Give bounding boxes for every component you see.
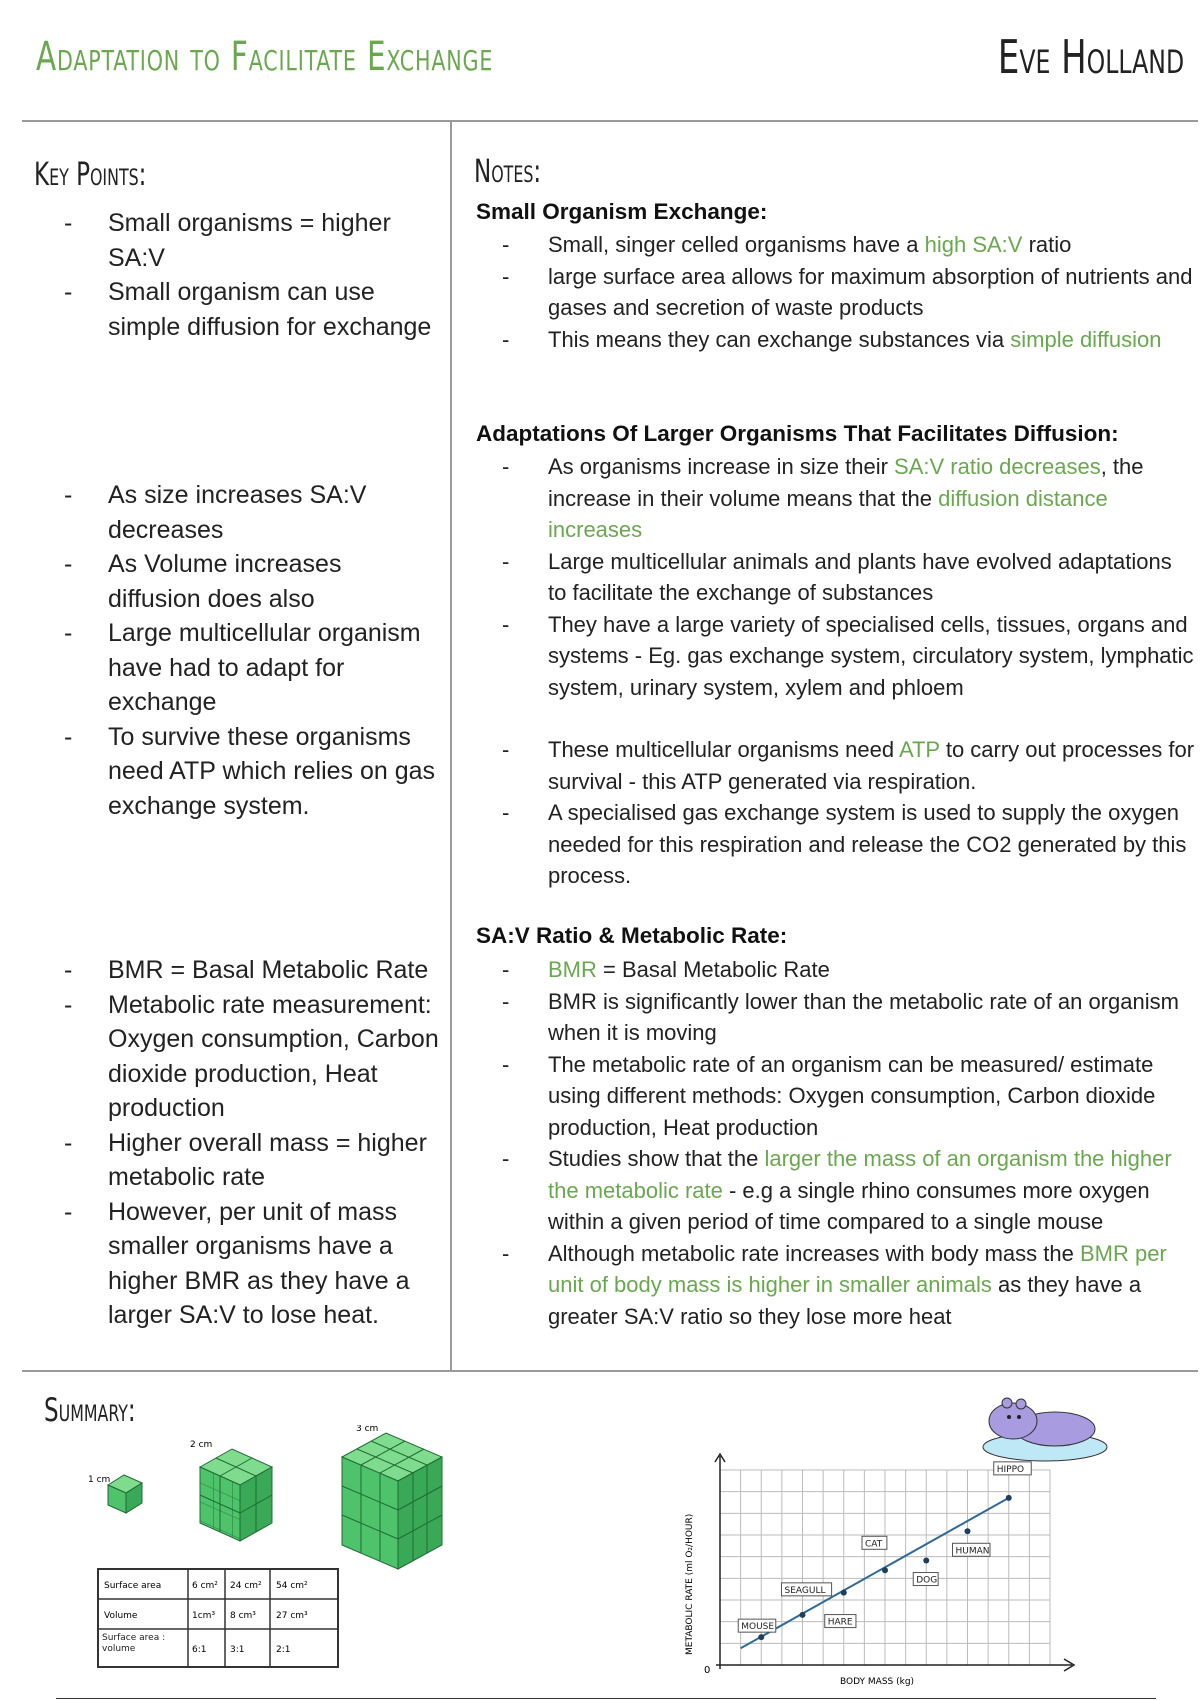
notes-list-small-organism: [496, 229, 1196, 355]
summary-label: Summary:: [44, 1391, 136, 1429]
list-item: - BMR is significantly lower than the metabolic rate of an organism when it is moving: [496, 986, 1196, 1049]
notes-list-larger-organisms-a: [496, 451, 1196, 703]
chart-point-label: DOG: [916, 1575, 938, 1586]
notes-heading-larger-organisms: Adaptations Of Larger Organisms That Facilitates Diffusion:: [476, 421, 1119, 446]
table-row-label: Volume: [104, 1611, 138, 1621]
chart-point: [923, 1558, 929, 1564]
chart-point: [758, 1634, 764, 1640]
list-item: - As organisms increase in size their SA:V ratio decreases, the increase in their volume means that the diffusion distance increases: [496, 451, 1196, 546]
list-item: - They have a large variety of specialised cells, tissues, organs and systems - Eg. gas exchange system, circulatory system, lymphatic system, urinary system, xylem and phloem: [496, 609, 1196, 704]
list-item: - Metabolic rate measurement: Oxygen consumption, Carbon dioxide production, Heat production: [60, 988, 440, 1126]
chart-origin-label: 0: [704, 1665, 711, 1676]
table-cell: 1cm³: [192, 1611, 216, 1621]
cube-1cm: [88, 1475, 142, 1513]
author-name: Eve Holland: [997, 30, 1184, 84]
notes-heading-metabolic-rate: SA:V Ratio & Metabolic Rate:: [476, 923, 788, 948]
metabolic-rate-chart: [680, 1440, 1100, 1700]
list-item: - However, per unit of mass smaller organisms have a higher BMR as they have a larger SA:V to lose heat.: [60, 1195, 440, 1333]
page-title: Adaptation to Facilitate Exchange: [36, 34, 494, 80]
table-cell: 27 cm³: [276, 1611, 308, 1621]
list-item: - To survive these organisms need ATP which relies on gas exchange system.: [60, 720, 440, 824]
key-points-group-1: [60, 206, 440, 344]
list-item: - These multicellular organisms need ATP to carry out processes for survival - this ATP generated via respiration.: [496, 734, 1196, 797]
cube-2cm-label: 2 cm: [190, 1440, 213, 1450]
list-item: - As size increases SA:V decreases: [60, 478, 440, 547]
footer-rule: [56, 1698, 1156, 1699]
key-points-group-3: [60, 953, 440, 1333]
list-item: - Large multicellular organism have had to adapt for exchange: [60, 616, 440, 720]
chart-point: [965, 1528, 971, 1534]
table-cell: 6:1: [192, 1645, 207, 1655]
list-item: - large surface area allows for maximum absorption of nutrients and gases and secretion of waste products: [496, 261, 1196, 324]
notes-list-larger-organisms-b: [496, 734, 1196, 892]
list-item: - This means they can exchange substances via simple diffusion: [496, 324, 1196, 356]
list-item: - BMR = Basal Metabolic Rate: [60, 953, 440, 988]
cube-diagram: [80, 1425, 500, 1680]
cube-1cm-label: 1 cm: [88, 1475, 111, 1485]
notes-list-metabolic-rate: [496, 954, 1196, 1332]
list-item: - Small, singer celled organisms have a high SA:V ratio: [496, 229, 1196, 261]
list-item: - Studies show that the larger the mass of an organism the higher the metabolic rate - e.g a single rhino consumes more oxygen within a given period of time compared to a single mouse: [496, 1143, 1196, 1238]
table-cell: 24 cm²: [230, 1581, 262, 1591]
table-cell: 6 cm²: [192, 1581, 218, 1591]
sav-table: [98, 1569, 338, 1667]
table-cell: 3:1: [230, 1645, 245, 1655]
list-item: - Small organisms = higher SA:V: [60, 206, 440, 275]
chart-point-label: HUMAN: [955, 1546, 990, 1557]
chart-point: [800, 1612, 806, 1618]
chart-series-line: [741, 1498, 1009, 1648]
chart-point: [882, 1567, 888, 1573]
chart-point-label: SEAGULL: [784, 1585, 826, 1596]
chart-point-label: MOUSE: [741, 1622, 775, 1633]
column-divider: [450, 122, 452, 1370]
chart-point: [841, 1590, 847, 1596]
list-item: - Higher overall mass = higher metabolic rate: [60, 1126, 440, 1195]
chart-point-label: CAT: [865, 1539, 883, 1550]
cube-3cm-label: 3 cm: [356, 1425, 379, 1434]
table-cell: 8 cm³: [230, 1611, 256, 1621]
table-cell: 54 cm²: [276, 1581, 308, 1591]
list-item: - As Volume increases diffusion does also: [60, 547, 440, 616]
chart-x-label: BODY MASS (kg): [840, 1677, 915, 1687]
list-item: - BMR = Basal Metabolic Rate: [496, 954, 1196, 986]
chart-point: [1006, 1495, 1012, 1501]
list-item: - Large multicellular animals and plants have evolved adaptations to facilitate the exchange of substances: [496, 546, 1196, 609]
list-item: - Although metabolic rate increases with body mass the BMR per unit of body mass is higher in smaller animals as they have a greater SA:V ratio so they lose more heat: [496, 1238, 1196, 1333]
header-divider: [22, 120, 1198, 122]
list-item: - A specialised gas exchange system is used to supply the oxygen needed for this respiration and release the CO2 generated by this process.: [496, 797, 1196, 892]
list-item: - Small organism can use simple diffusion for exchange: [60, 275, 440, 344]
chart-point-label: HIPPO: [996, 1464, 1025, 1475]
cube-2cm: [190, 1440, 272, 1541]
summary-divider: [22, 1370, 1198, 1372]
key-points-label: Key Points:: [34, 155, 147, 193]
chart-y-label: METABOLIC RATE (ml O₂/HOUR): [685, 1513, 695, 1655]
key-points-group-2: [60, 478, 440, 823]
list-item: - The metabolic rate of an organism can be measured/ estimate using different methods: Oxygen consumption, Carbon dioxide production, Heat production: [496, 1049, 1196, 1144]
cube-3cm: [342, 1425, 442, 1569]
notes-heading-small-organism: Small Organism Exchange:: [476, 199, 768, 224]
chart-point-label: HARE: [827, 1617, 853, 1628]
table-cell: 2:1: [276, 1645, 291, 1655]
table-row-label: Surface area : volume: [102, 1633, 166, 1654]
notes-label: Notes:: [474, 152, 542, 190]
table-row-label: Surface area: [104, 1581, 162, 1591]
